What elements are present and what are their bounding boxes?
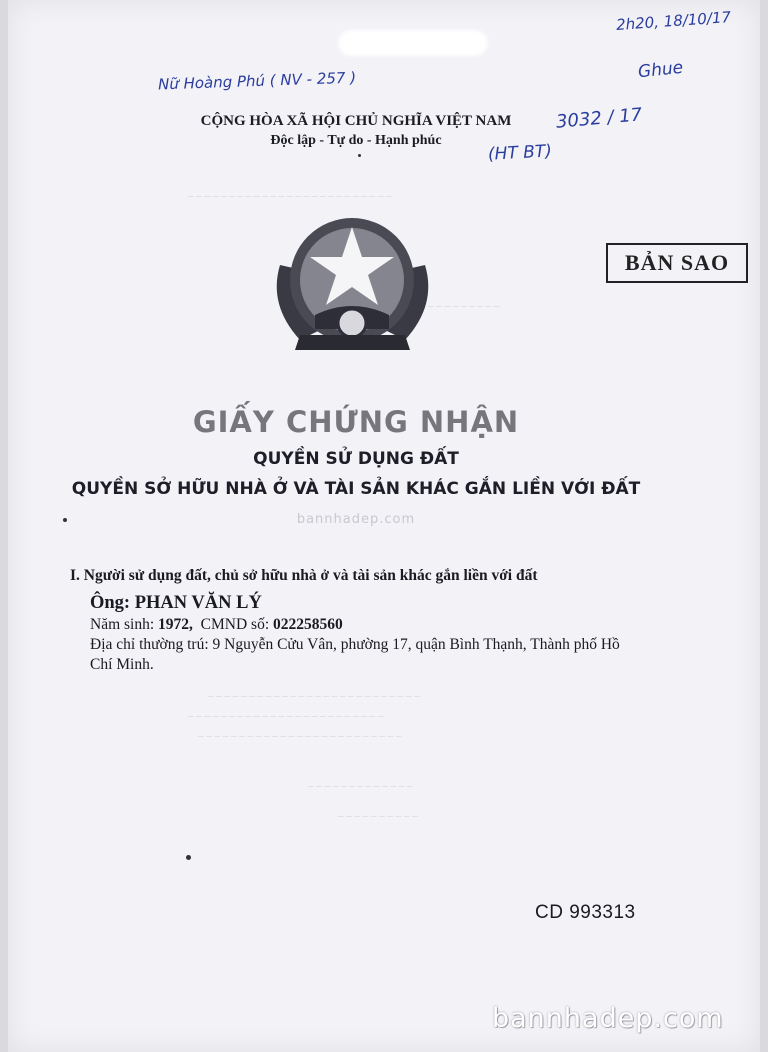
address-line-1: Địa chỉ thường trú: 9 Nguyễn Cửu Vân, phường 17, quận Bình Thạnh, Thành phố Hồ <box>90 636 620 653</box>
show-through-text: ‒ ‒ ‒ ‒ ‒ ‒ ‒ ‒ ‒ ‒ ‒ ‒ ‒ ‒ ‒ ‒ ‒ ‒ ‒ ‒ ‒ ‒ ‒ ‒ ‒ ‒ <box>208 690 420 702</box>
speck <box>186 855 191 860</box>
document-page <box>8 0 760 1052</box>
section-heading: I. Người sử dụng đất, chủ sở hữu nhà ở và tài sản khác gắn liền với đất <box>70 567 538 584</box>
show-through-text: ‒ ‒ ‒ ‒ ‒ ‒ ‒ ‒ ‒ ‒ ‒ ‒ ‒ <box>308 780 413 792</box>
birth-id-line <box>90 616 343 634</box>
show-through-text: ‒ ‒ ‒ ‒ ‒ ‒ ‒ ‒ ‒ ‒ ‒ ‒ ‒ ‒ ‒ ‒ ‒ ‒ ‒ ‒ ‒ ‒ ‒ ‒ <box>188 710 384 722</box>
owner-line <box>90 593 262 614</box>
national-emblem-icon <box>260 205 445 365</box>
handwritten-name-note: Nữ Hoàng Phú ( NV - 257 ) <box>157 68 357 94</box>
certificate-subtitle-land-use: QUYỀN SỬ DỤNG ĐẤT <box>253 449 459 469</box>
id-number: 022258560 <box>273 616 343 633</box>
speck <box>358 154 361 157</box>
owner-prefix: Ông: <box>90 593 135 613</box>
owner-name: PHAN VĂN LÝ <box>134 593 262 613</box>
handwritten-number: 3032 / 17 <box>555 104 643 133</box>
birth-label: Năm sinh: <box>90 616 159 633</box>
show-through-text: ‒ ‒ ‒ ‒ ‒ ‒ ‒ ‒ ‒ ‒ ‒ ‒ ‒ ‒ ‒ ‒ ‒ ‒ ‒ ‒ ‒ ‒ ‒ ‒ ‒ <box>188 190 392 202</box>
speck <box>63 518 67 522</box>
watermark-bottom: bannhadep.com <box>492 1003 724 1034</box>
handwritten-circle-note: (HT BT) <box>487 141 553 165</box>
watermark-center: bannhadep.com <box>296 512 416 527</box>
serial-number: CD 993313 <box>535 902 636 923</box>
show-through-text: ‒ ‒ ‒ ‒ ‒ ‒ ‒ ‒ ‒ ‒ <box>338 810 418 822</box>
motto: Độc lập - Tự do - Hạnh phúc <box>270 133 442 148</box>
copy-stamp: BẢN SAO <box>606 243 748 283</box>
redacted-area <box>338 30 488 56</box>
show-through-text: ‒ ‒ ‒ ‒ ‒ ‒ ‒ ‒ ‒ ‒ ‒ ‒ ‒ ‒ ‒ ‒ ‒ ‒ ‒ ‒ ‒ ‒ ‒ ‒ ‒ <box>198 730 402 742</box>
birth-year: 1972, <box>158 616 193 633</box>
certificate-title: GIẤY CHỨNG NHẬN <box>192 405 520 439</box>
certificate-subtitle-ownership: QUYỀN SỞ HỮU NHÀ Ở VÀ TÀI SẢN KHÁC GẮN LIỀN VỚI ĐẤT <box>71 479 641 499</box>
id-label: CMND số: <box>200 616 274 633</box>
address-line-2: Chí Minh. <box>90 656 154 673</box>
show-through-text: ‒ ‒ ‒ ‒ ‒ ‒ ‒ ‒ ‒ <box>428 300 500 312</box>
country-header: CỘNG HÒA XÃ HỘI CHỦ NGHĨA VIỆT NAM <box>200 113 512 129</box>
handwritten-date: 2h20, 18/10/17 <box>615 8 732 34</box>
handwritten-signature: Ghue <box>637 57 685 83</box>
